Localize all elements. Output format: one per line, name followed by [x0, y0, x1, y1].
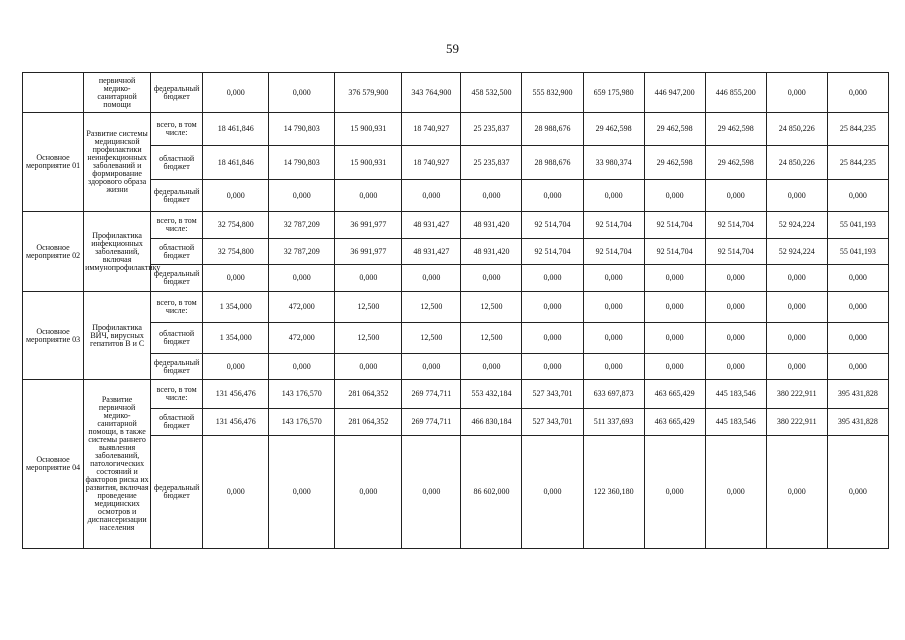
value-cell: 32 754,800: [203, 212, 269, 239]
value-cell: 0,000: [402, 265, 461, 292]
value-cell: 0,000: [766, 323, 827, 354]
value-cell: 0,000: [203, 73, 269, 113]
value-cell: 48 931,427: [402, 212, 461, 239]
value-cell: 0,000: [766, 73, 827, 113]
value-cell: 458 532,500: [461, 73, 522, 113]
value-cell: 29 462,598: [705, 146, 766, 180]
value-cell: 0,000: [203, 436, 269, 549]
funding-source-cell: федеральный бюджет: [151, 73, 203, 113]
value-cell: 25 844,235: [827, 146, 888, 180]
page-number: 59: [446, 41, 459, 56]
value-cell: 472,000: [269, 323, 335, 354]
value-cell: 15 900,931: [335, 113, 402, 146]
value-cell: 92 514,704: [644, 239, 705, 265]
value-cell: 0,000: [583, 354, 644, 380]
table-row: [23, 323, 889, 354]
value-cell: 0,000: [269, 265, 335, 292]
value-cell: 0,000: [705, 265, 766, 292]
value-cell: 0,000: [461, 265, 522, 292]
value-cell: 52 924,224: [766, 212, 827, 239]
value-cell: 0,000: [705, 180, 766, 212]
value-cell: 281 064,352: [335, 409, 402, 436]
value-cell: 0,000: [522, 354, 583, 380]
value-cell: 0,000: [766, 265, 827, 292]
value-cell: 445 183,546: [705, 380, 766, 409]
value-cell: 343 764,900: [402, 73, 461, 113]
event-name-cell: Основное мероприятие 03: [23, 292, 84, 380]
value-cell: 0,000: [705, 354, 766, 380]
value-cell: 18 461,846: [203, 146, 269, 180]
value-cell: 527 343,701: [522, 380, 583, 409]
value-cell: 32 754,800: [203, 239, 269, 265]
value-cell: 0,000: [583, 180, 644, 212]
funding-source-cell: федеральный бюджет: [151, 265, 203, 292]
value-cell: 0,000: [522, 436, 583, 549]
value-cell: 376 579,900: [335, 73, 402, 113]
event-description-cell: Развитие системы медицинской профилактики неинфекционных заболеваний и формирование здорового образа жизни: [84, 113, 151, 212]
value-cell: 0,000: [644, 436, 705, 549]
value-cell: 131 456,476: [203, 409, 269, 436]
value-cell: 24 850,226: [766, 113, 827, 146]
value-cell: 0,000: [705, 436, 766, 549]
value-cell: 463 665,429: [644, 409, 705, 436]
value-cell: 0,000: [522, 265, 583, 292]
value-cell: 24 850,226: [766, 146, 827, 180]
table-row: [23, 146, 889, 180]
value-cell: 269 774,711: [402, 380, 461, 409]
value-cell: 122 360,180: [583, 436, 644, 549]
value-cell: 92 514,704: [705, 239, 766, 265]
value-cell: 0,000: [827, 436, 888, 549]
value-cell: 0,000: [583, 265, 644, 292]
value-cell: 28 988,676: [522, 113, 583, 146]
value-cell: 0,000: [269, 354, 335, 380]
value-cell: 0,000: [583, 292, 644, 323]
value-cell: 555 832,900: [522, 73, 583, 113]
value-cell: 380 222,911: [766, 380, 827, 409]
value-cell: 36 991,977: [335, 239, 402, 265]
value-cell: 0,000: [644, 323, 705, 354]
value-cell: 12,500: [335, 323, 402, 354]
value-cell: 0,000: [644, 265, 705, 292]
funding-source-cell: всего, в том числе:: [151, 380, 203, 409]
table-row: [23, 180, 889, 212]
value-cell: 0,000: [705, 323, 766, 354]
value-cell: 12,500: [402, 292, 461, 323]
value-cell: 0,000: [766, 354, 827, 380]
event-description-cell: Профилактика ВИЧ, вирусных гепатитов B и C: [84, 292, 151, 380]
value-cell: 445 183,546: [705, 409, 766, 436]
event-description-cell: первичной медико-санитарной помощи: [84, 73, 151, 113]
event-name-cell: [23, 73, 84, 113]
value-cell: 29 462,598: [644, 146, 705, 180]
value-cell: 48 931,427: [402, 239, 461, 265]
value-cell: 0,000: [269, 436, 335, 549]
value-cell: 0,000: [827, 73, 888, 113]
value-cell: 0,000: [335, 180, 402, 212]
value-cell: 0,000: [644, 354, 705, 380]
event-name-cell: Основное мероприятие 02: [23, 212, 84, 292]
value-cell: 18 740,927: [402, 146, 461, 180]
value-cell: 92 514,704: [522, 239, 583, 265]
value-cell: 0,000: [203, 180, 269, 212]
value-cell: 12,500: [461, 292, 522, 323]
value-cell: 15 900,931: [335, 146, 402, 180]
value-cell: 29 462,598: [705, 113, 766, 146]
event-description-cell: Развитие первичной медико-санитарной помощи, в также системы раннего выявления заболеваний, патологических состояний и факторов риска их развития, включая проведение медицинских осмотров и диспансеризации населения: [84, 380, 151, 549]
value-cell: 92 514,704: [522, 212, 583, 239]
funding-source-cell: областной бюджет: [151, 146, 203, 180]
value-cell: 36 991,977: [335, 212, 402, 239]
value-cell: 32 787,209: [269, 212, 335, 239]
value-cell: 29 462,598: [583, 113, 644, 146]
value-cell: 380 222,911: [766, 409, 827, 436]
value-cell: 395 431,828: [827, 409, 888, 436]
funding-source-cell: федеральный бюджет: [151, 180, 203, 212]
value-cell: 463 665,429: [644, 380, 705, 409]
value-cell: 25 844,235: [827, 113, 888, 146]
value-cell: 86 602,000: [461, 436, 522, 549]
value-cell: 0,000: [335, 436, 402, 549]
value-cell: 12,500: [461, 323, 522, 354]
table-row: [23, 436, 889, 549]
table-row: [23, 409, 889, 436]
funding-source-cell: федеральный бюджет: [151, 354, 203, 380]
value-cell: 32 787,209: [269, 239, 335, 265]
value-cell: 0,000: [827, 265, 888, 292]
event-name-cell: Основное мероприятие 01: [23, 113, 84, 212]
value-cell: 28 988,676: [522, 146, 583, 180]
value-cell: 0,000: [402, 180, 461, 212]
value-cell: 25 235,837: [461, 146, 522, 180]
event-description-cell: Профилактика инфекционных заболеваний, включая иммунопрофилактику: [84, 212, 151, 292]
value-cell: 29 462,598: [644, 113, 705, 146]
table-row: [23, 292, 889, 323]
value-cell: 281 064,352: [335, 380, 402, 409]
value-cell: 446 855,200: [705, 73, 766, 113]
value-cell: 659 175,980: [583, 73, 644, 113]
event-name-cell: Основное мероприятие 04: [23, 380, 84, 549]
value-cell: 0,000: [402, 354, 461, 380]
value-cell: 0,000: [766, 292, 827, 323]
value-cell: 633 697,873: [583, 380, 644, 409]
value-cell: 1 354,000: [203, 323, 269, 354]
value-cell: 0,000: [827, 354, 888, 380]
value-cell: 55 041,193: [827, 239, 888, 265]
value-cell: 18 740,927: [402, 113, 461, 146]
value-cell: 0,000: [461, 180, 522, 212]
value-cell: 92 514,704: [705, 212, 766, 239]
value-cell: 1 354,000: [203, 292, 269, 323]
value-cell: 12,500: [335, 292, 402, 323]
value-cell: 269 774,711: [402, 409, 461, 436]
table-row: [23, 380, 889, 409]
value-cell: 33 980,374: [583, 146, 644, 180]
value-cell: 92 514,704: [583, 239, 644, 265]
value-cell: 0,000: [203, 265, 269, 292]
value-cell: 0,000: [461, 354, 522, 380]
value-cell: 48 931,420: [461, 239, 522, 265]
value-cell: 25 235,837: [461, 113, 522, 146]
value-cell: 0,000: [766, 180, 827, 212]
funding-source-cell: всего, в том числе:: [151, 212, 203, 239]
value-cell: 0,000: [522, 323, 583, 354]
funding-source-cell: всего, в том числе:: [151, 292, 203, 323]
value-cell: 12,500: [402, 323, 461, 354]
table-row: [23, 113, 889, 146]
funding-source-cell: областной бюджет: [151, 239, 203, 265]
value-cell: 0,000: [827, 323, 888, 354]
budget-table-body: [23, 73, 889, 549]
value-cell: 0,000: [583, 323, 644, 354]
value-cell: 0,000: [827, 292, 888, 323]
value-cell: 511 337,693: [583, 409, 644, 436]
value-cell: 0,000: [203, 354, 269, 380]
value-cell: 0,000: [269, 73, 335, 113]
value-cell: 0,000: [269, 180, 335, 212]
table-row: [23, 212, 889, 239]
value-cell: 14 790,803: [269, 146, 335, 180]
funding-source-cell: федеральный бюджет: [151, 436, 203, 549]
value-cell: 48 931,420: [461, 212, 522, 239]
value-cell: 395 431,828: [827, 380, 888, 409]
value-cell: 0,000: [335, 265, 402, 292]
value-cell: 527 343,701: [522, 409, 583, 436]
value-cell: 0,000: [402, 436, 461, 549]
value-cell: 92 514,704: [644, 212, 705, 239]
value-cell: 143 176,570: [269, 380, 335, 409]
value-cell: 131 456,476: [203, 380, 269, 409]
funding-source-cell: областной бюджет: [151, 323, 203, 354]
value-cell: 553 432,184: [461, 380, 522, 409]
budget-table: [22, 72, 889, 549]
value-cell: 55 041,193: [827, 212, 888, 239]
value-cell: 0,000: [644, 292, 705, 323]
table-row: [23, 354, 889, 380]
value-cell: 0,000: [522, 292, 583, 323]
table-row: [23, 73, 889, 113]
value-cell: 52 924,224: [766, 239, 827, 265]
funding-source-cell: всего, в том числе:: [151, 113, 203, 146]
value-cell: 92 514,704: [583, 212, 644, 239]
value-cell: 446 947,200: [644, 73, 705, 113]
value-cell: 18 461,846: [203, 113, 269, 146]
value-cell: 466 830,184: [461, 409, 522, 436]
value-cell: 143 176,570: [269, 409, 335, 436]
value-cell: 14 790,803: [269, 113, 335, 146]
value-cell: 0,000: [766, 436, 827, 549]
value-cell: 0,000: [644, 180, 705, 212]
table-row: [23, 239, 889, 265]
value-cell: 0,000: [522, 180, 583, 212]
funding-source-cell: областной бюджет: [151, 409, 203, 436]
value-cell: 472,000: [269, 292, 335, 323]
value-cell: 0,000: [705, 292, 766, 323]
value-cell: 0,000: [335, 354, 402, 380]
value-cell: 0,000: [827, 180, 888, 212]
